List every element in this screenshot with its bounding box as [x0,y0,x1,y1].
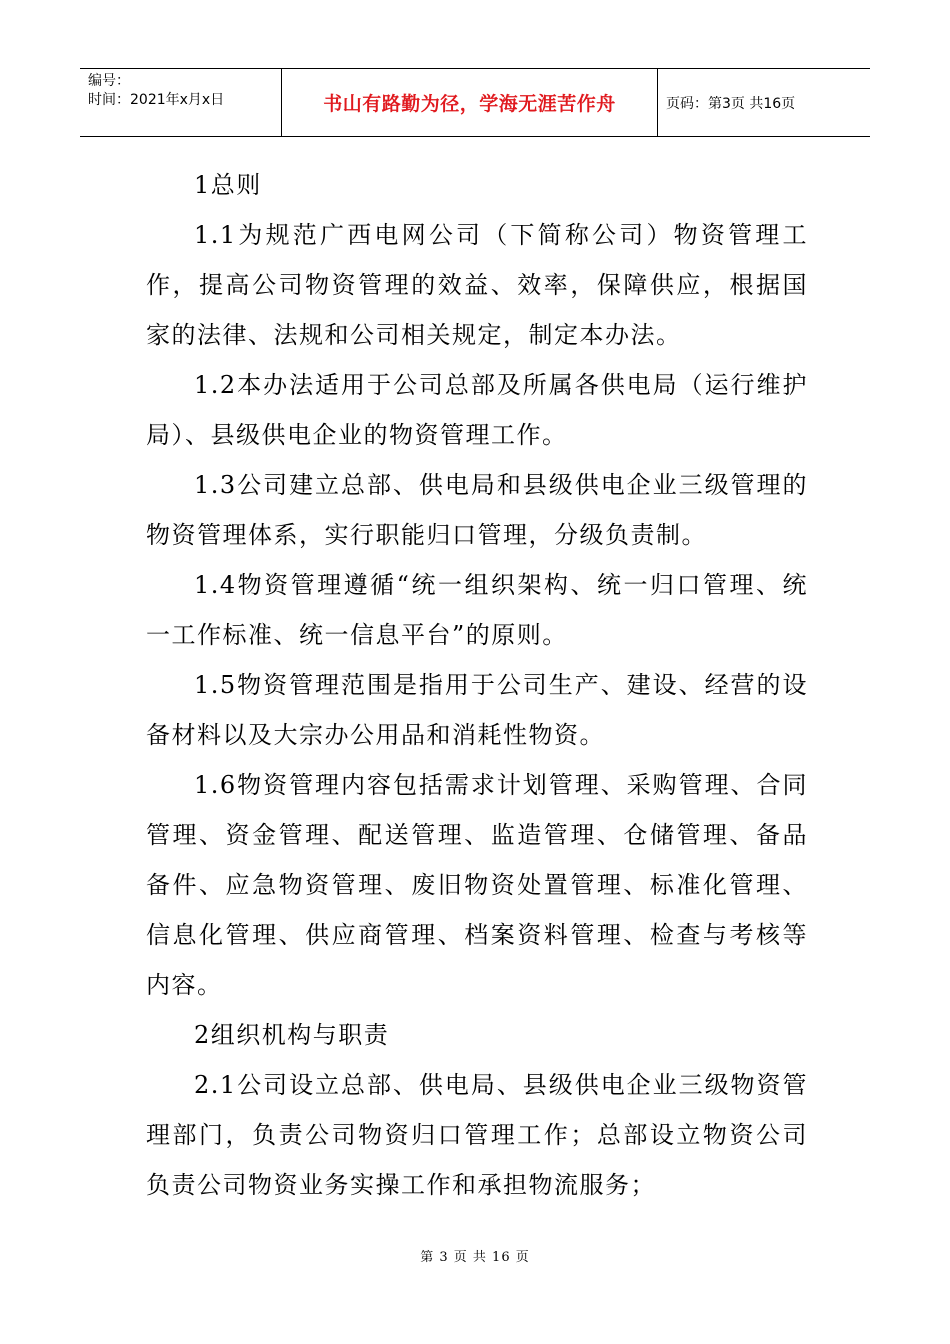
section-heading: 1总则 [194,171,262,199]
paragraph: 1.1为规范广西电网公司（下简称公司）物资管理工作，提高公司物资管理的效益、效率，保障供应，根据国家的法律、法规和公司相关规定，制定本办法。 [146,221,808,349]
header-meta [80,69,282,136]
header-page-info: 页码：第3页 共16页 [666,95,796,112]
paragraph: 2.1公司设立总部、供电局、县级供电企业三级物资管理部门，负责公司物资归口管理工作；总部设立物资公司负责公司物资业务实操工作和承担物流服务； [146,1071,808,1199]
time-label: 时间：2021年x月x日 [88,92,225,108]
section-heading: 2组织机构与职责 [194,1021,390,1049]
header-motto: 书山有路勤为径，学海无涯苦作舟 [282,69,658,136]
page-footer: 第 3 页 共 16 页 [420,1250,530,1265]
paragraph: 1.4物资管理遵循“统一组织架构、统一归口管理、统一工作标准、统一信息平台”的原则。 [146,571,808,649]
paragraph: 1.3公司建立总部、供电局和县级供电企业三级管理的物资管理体系，实行职能归口管理，分级负责制。 [146,471,808,549]
paragraph: 1.6物资管理内容包括需求计划管理、采购管理、合同管理、资金管理、配送管理、监造管理、仓储管理、备品备件、应急物资管理、废旧物资处置管理、标准化管理、信息化管理、供应商管理、档案资料管理、检查与考核等内容。 [146,771,808,999]
document-header [80,68,870,137]
document-body [146,160,808,1210]
paragraph: 1.5物资管理范围是指用于公司生产、建设、经营的设备材料以及大宗办公用品和消耗性物资。 [146,671,808,749]
number-label: 编号： [88,73,130,89]
paragraph: 1.2本办法适用于公司总部及所属各供电局（运行维护局）、县级供电企业的物资管理工作。 [146,371,808,449]
